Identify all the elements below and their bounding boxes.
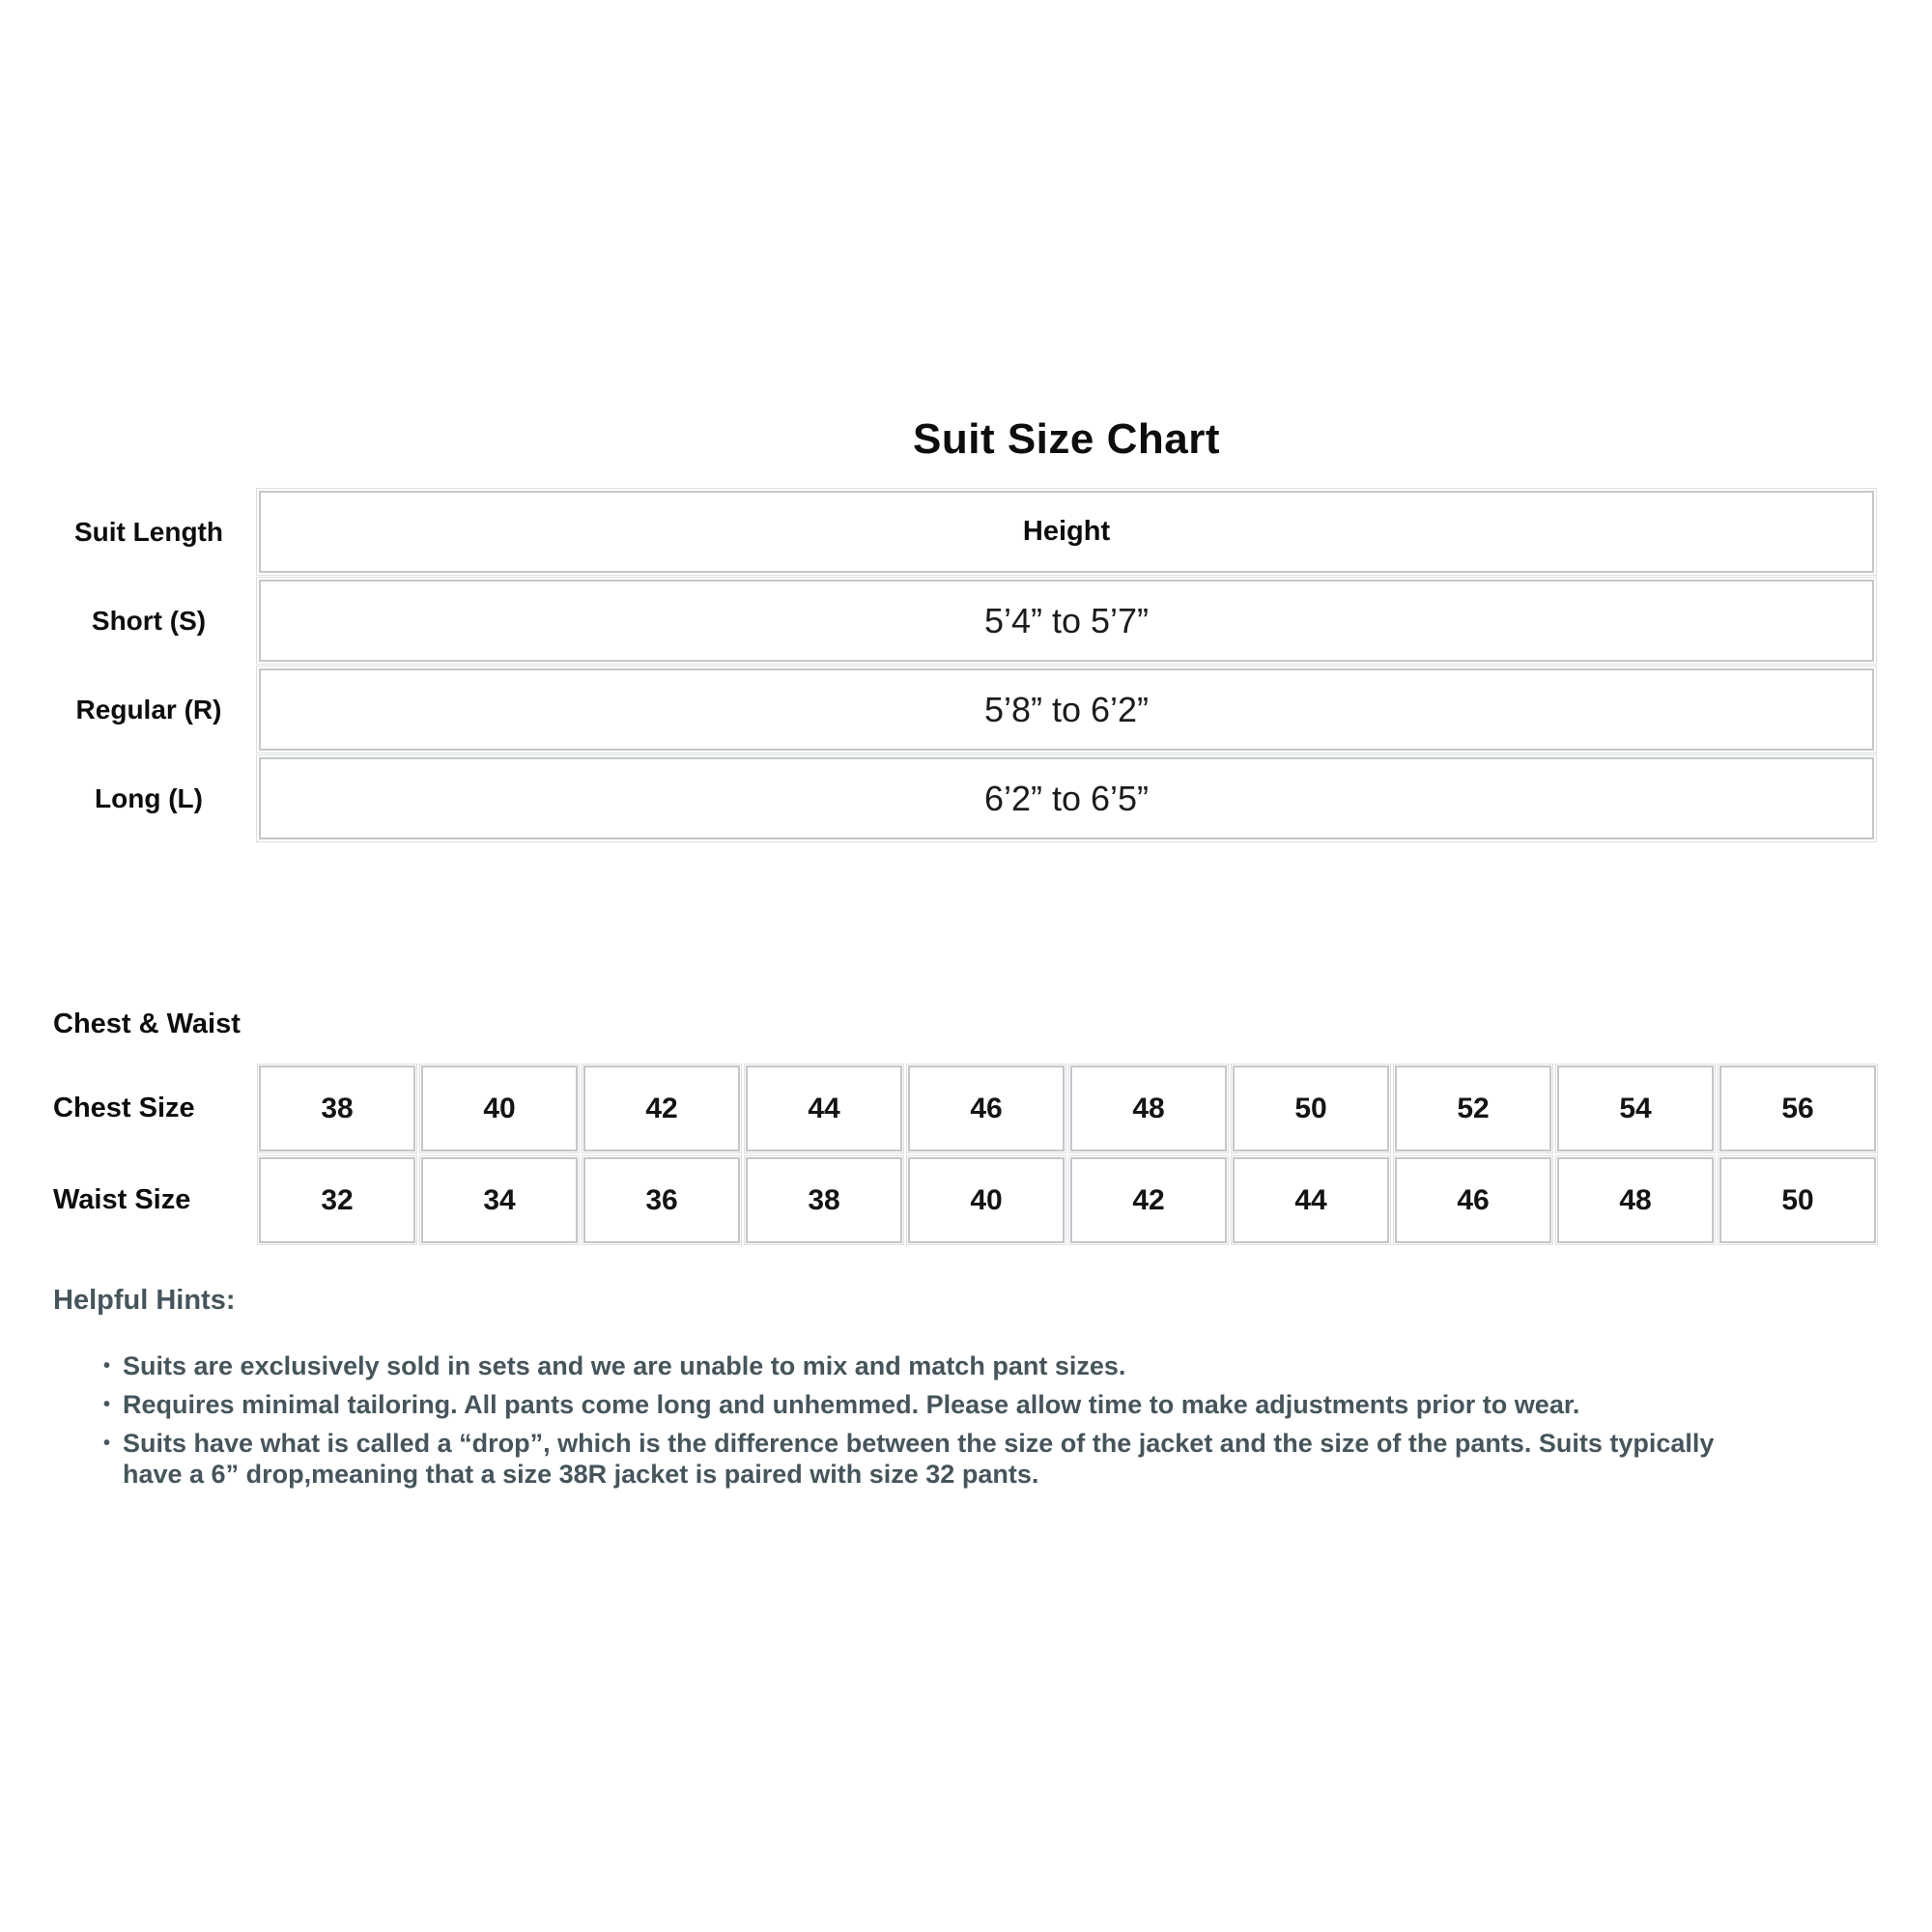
bullet-icon: • [103,1394,111,1415]
hint-text: Suits are exclusively sold in sets and we are unable to mix and match pant sizes. [123,1351,1126,1380]
size-row-label: Chest Size [53,1093,195,1123]
length-table-row [0,491,1874,573]
size-cell: 36 [583,1157,740,1243]
size-cell: 50 [1719,1157,1876,1243]
size-cell: 38 [259,1065,415,1151]
helpful-hints-heading: Helpful Hints: [53,1285,236,1316]
size-row-label: Waist Size [53,1184,191,1215]
length-table-row [0,668,1874,751]
size-cell: 40 [421,1065,578,1151]
size-cell: 46 [1395,1157,1551,1243]
size-cell: 44 [1233,1157,1389,1243]
size-cell: 34 [421,1157,578,1243]
chest-waist-row [0,1157,1876,1243]
length-table-row [0,580,1874,662]
size-cell: 38 [746,1157,902,1243]
chest-waist-heading: Chest & Waist [53,1009,241,1039]
length-row-label: Regular (R) [75,694,222,724]
size-cells [259,1157,1876,1243]
bullet-icon: • [103,1433,111,1454]
size-cell: 48 [1070,1065,1227,1151]
helpful-hints-list [103,1350,1746,1490]
size-cell: 46 [908,1065,1065,1151]
size-cell: 50 [1233,1065,1389,1151]
size-cell: 56 [1719,1065,1876,1151]
size-cell: 52 [1395,1065,1551,1151]
height-value-cell: 6’2” to 6’5” [259,757,1874,839]
size-cells [259,1065,1876,1151]
size-cell: 32 [259,1157,415,1243]
height-value-cell: 5’4” to 5’7” [259,580,1874,662]
length-row-label: Suit Length [74,516,223,547]
suit-length-table [0,491,1874,839]
hint-item [103,1350,1746,1381]
size-cell: 42 [1070,1157,1227,1243]
size-cell: 42 [583,1065,740,1151]
height-value-cell: 5’8” to 6’2” [259,668,1874,751]
size-cell: 48 [1557,1157,1714,1243]
chest-waist-table [0,1065,1876,1243]
length-row-label: Short (S) [91,605,207,636]
size-cell: 44 [746,1065,902,1151]
height-header-cell: Height [259,491,1874,573]
length-row-label: Long (L) [95,782,203,813]
hint-item [103,1389,1746,1420]
bullet-icon: • [103,1355,111,1377]
chest-waist-row [0,1065,1876,1151]
length-table-row [0,757,1874,839]
size-cell: 54 [1557,1065,1714,1151]
hint-text: Requires minimal tailoring. All pants come long and unhemmed. Please allow time to make adjustments prior to wear. [123,1390,1580,1419]
hint-item [103,1428,1746,1490]
hint-text: Suits have what is called a “drop”, which is the difference between the size of the jacket and the size of the pants. Suits typically have a 6” drop,meaning that a size 38R jacket is paired with size 32 pants. [123,1429,1715,1489]
size-cell: 40 [908,1157,1065,1243]
page-title: Suit Size Chart [913,415,1220,463]
